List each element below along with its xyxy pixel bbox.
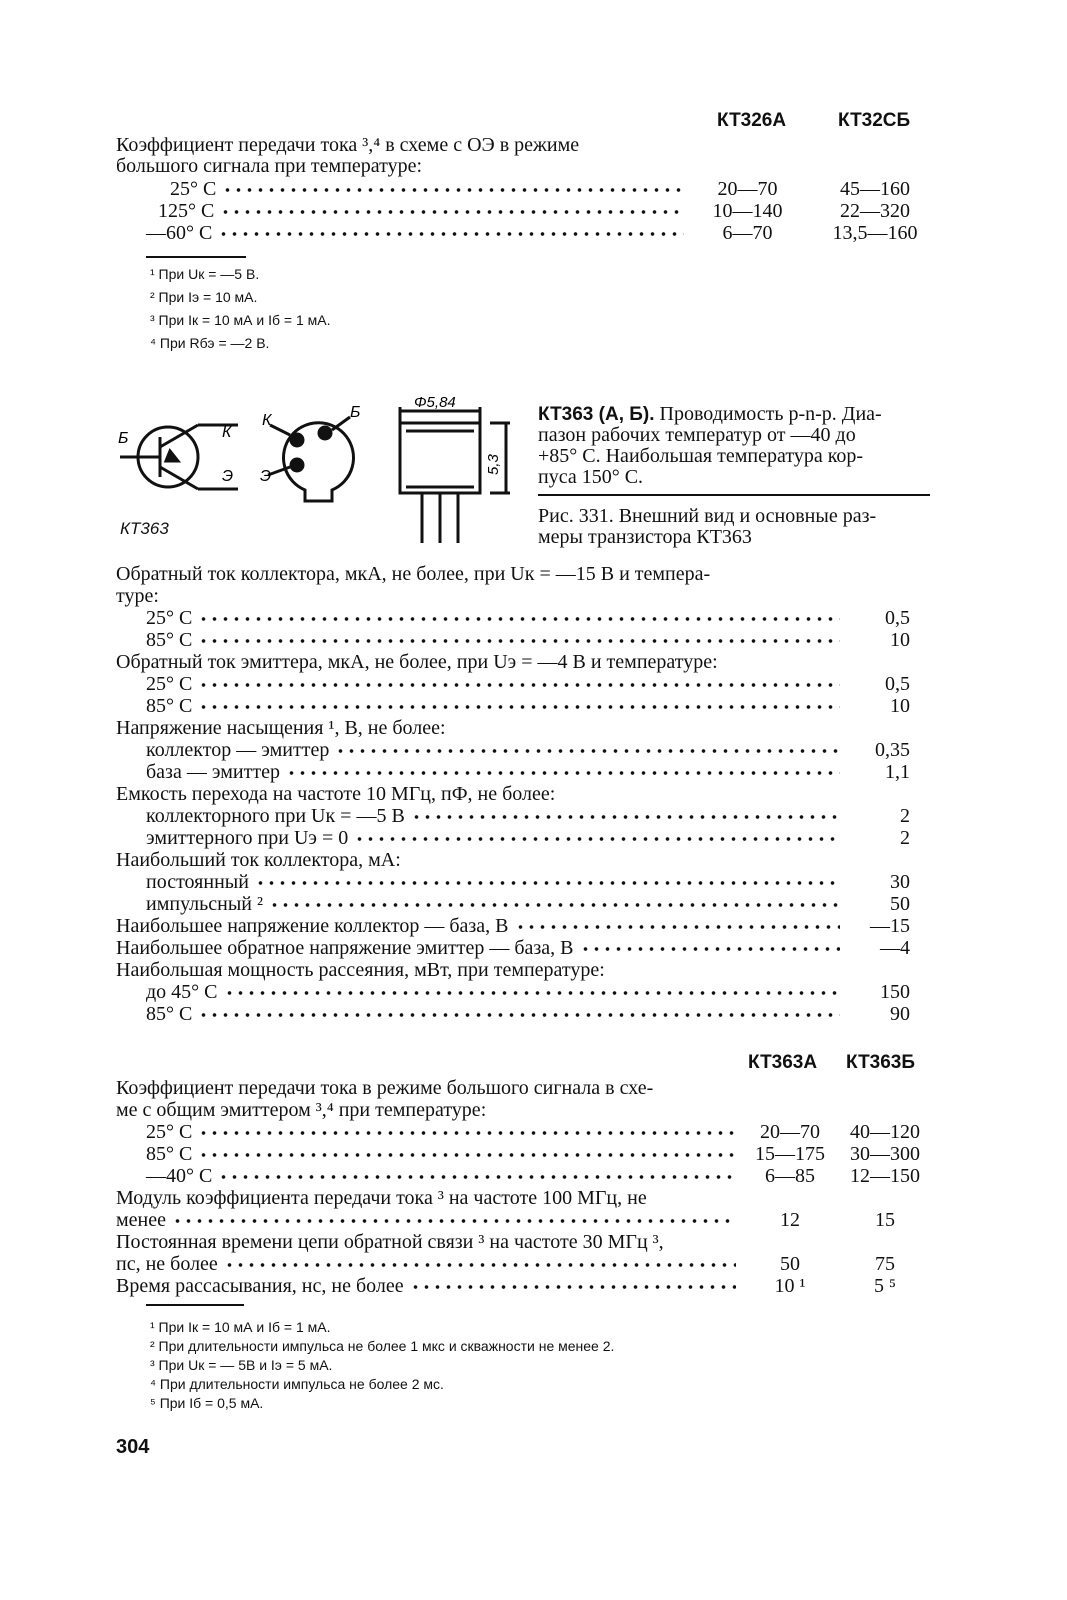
param-label: Наибольший ток коллектора, мА: — [116, 849, 401, 871]
bottom-row-label: менее — [116, 1209, 166, 1231]
bottom-value-a: 12 — [780, 1209, 800, 1231]
param-label: Обратный ток коллектора, мкА, не более, при Uк = —15 В и темпера- — [116, 563, 711, 585]
param-value: —15 — [870, 915, 910, 937]
figure-model-label: КТ363 — [120, 519, 169, 538]
bottom-footnote-1: ¹ При Iк = 10 мА и Iб = 1 мА. — [150, 1319, 331, 1335]
bottom-row-label: 85° С — [146, 1143, 193, 1165]
top-footnote-3: ³ При Iк = 10 мА и Iб = 1 мА. — [150, 312, 331, 328]
page-number: 304 — [116, 1436, 150, 1458]
bottom-value-b: 12—150 — [850, 1165, 920, 1187]
param-label: эмиттерного при Uэ = 0 — [146, 827, 349, 849]
param-label: импульсный ² — [146, 893, 264, 915]
param-label: туре: — [116, 585, 159, 607]
param-value: 150 — [880, 981, 910, 1003]
figure-caption-text-1: Проводимость p-n-p. Диа- — [659, 403, 882, 425]
bottom-row — [116, 1231, 756, 1253]
param-row — [146, 695, 846, 717]
param-value: —4 — [880, 937, 910, 959]
param-label: 85° С — [146, 629, 193, 651]
top-row-125-b: 22—320 — [840, 200, 910, 222]
param-row — [146, 673, 846, 695]
param-label: Напряжение насыщения ¹, В, не более: — [116, 717, 446, 739]
param-label: постоянный — [146, 871, 249, 893]
param-label: до 45° С — [146, 981, 218, 1003]
fig-caption-line-1: Рис. 331. Внешний вид и основные раз- — [538, 505, 877, 527]
leader-dots — [410, 1278, 736, 1292]
bottom-row-label: 25° С — [146, 1121, 193, 1143]
param-label: 25° С — [146, 673, 193, 695]
param-label: Наибольшая мощность рассеяния, мВт, при температуре: — [116, 959, 605, 981]
symbol-label-k: К — [222, 424, 232, 441]
bottom-row — [116, 1253, 742, 1275]
leader-dots — [224, 1256, 736, 1270]
leader-dots — [224, 984, 840, 998]
param-label: 85° С — [146, 1003, 193, 1025]
column-header-kt326a: КТ326А — [717, 110, 787, 131]
top-intro-line-2: большого сигнала при температуре: — [116, 155, 423, 177]
param-value: 30 — [890, 871, 910, 893]
bottom-row-label: Коэффициент передачи тока в режиме большого сигнала в схе- — [116, 1077, 654, 1099]
top-row-minus60-a: 6—70 — [722, 222, 773, 244]
param-row — [146, 981, 846, 1003]
figure-caption-head: КТ363 (А, Б). — [538, 404, 655, 425]
bottom-footnote-5: ⁵ При Iб = 0,5 мА. — [150, 1395, 264, 1411]
pin-label-b: Б — [350, 404, 361, 421]
param-row — [146, 761, 846, 783]
leader-dots — [198, 1006, 840, 1020]
transistor-figure — [110, 395, 530, 555]
dim-height: 5,3 — [485, 454, 502, 475]
leader-dots — [286, 764, 840, 778]
bottom-footnote-3: ³ При Uк = — 5В и Iэ = 5 мА. — [150, 1357, 333, 1373]
bottom-value-a: 50 — [780, 1253, 800, 1275]
bottom-row — [116, 1077, 756, 1099]
param-row — [116, 585, 876, 607]
bottom-row-label: Время рассасывания, нс, не более — [116, 1275, 404, 1297]
figure-caption-line-2: пазон рабочих температур от —40 до — [538, 424, 856, 446]
transistor-symbol — [120, 425, 238, 489]
param-row — [146, 827, 846, 849]
leader-dots — [354, 830, 840, 844]
top-footnote-rule — [146, 256, 246, 258]
bottom-value-b: 75 — [875, 1253, 895, 1275]
param-row — [146, 871, 846, 893]
leader-dots — [411, 808, 840, 822]
param-label: 25° С — [146, 607, 193, 629]
bottom-footnote-4: ⁴ При длительности импульса не более 2 мс. — [150, 1376, 444, 1392]
bottom-footnote-rule — [146, 1304, 244, 1306]
bottom-value-a: 6—85 — [765, 1165, 815, 1187]
param-label: Наибольшее напряжение коллектор — база, В — [116, 915, 509, 937]
top-row-125: 125° С — [158, 200, 690, 222]
figure-caption-line-3: +85° С. Наибольшая температура кор- — [538, 445, 864, 467]
leader-dots — [198, 632, 840, 646]
top-row-25-a: 20—70 — [717, 178, 778, 200]
top-row-25: 25° С — [170, 178, 690, 200]
param-value: 0,5 — [885, 673, 910, 695]
param-value: 0,35 — [875, 739, 910, 761]
leader-dots — [269, 896, 840, 910]
param-value: 0,5 — [885, 607, 910, 629]
param-label: Емкость перехода на частоте 10 МГц, пФ, не более: — [116, 783, 556, 805]
bottom-row — [116, 1275, 742, 1297]
param-row — [116, 563, 876, 585]
param-value: 2 — [900, 805, 910, 827]
leader-dots — [198, 610, 840, 624]
bottom-value-a: 20—70 — [760, 1121, 820, 1143]
param-row — [116, 915, 846, 937]
param-label: 85° С — [146, 695, 193, 717]
param-row — [116, 959, 876, 981]
bottom-row — [116, 1209, 742, 1231]
column-header-kt363b: КТ363Б — [846, 1052, 916, 1073]
bottom-value-a: 10 ¹ — [774, 1275, 806, 1297]
param-row — [116, 937, 846, 959]
bottom-row-label: Модуль коэффициента передачи тока ³ на частоте 100 МГц, не — [116, 1187, 647, 1209]
column-header-kt326b: КТ32СБ — [838, 110, 911, 131]
top-footnote-2: ² При Iэ = 10 мА. — [150, 289, 258, 305]
leader-dots — [218, 1168, 736, 1182]
param-value: 2 — [900, 827, 910, 849]
leader-dots — [335, 742, 840, 756]
pin-label-k: К — [262, 412, 272, 429]
pinout-view — [268, 417, 354, 501]
bottom-value-b: 30—300 — [850, 1143, 920, 1165]
bottom-row — [116, 1187, 756, 1209]
leader-dots — [255, 874, 840, 888]
top-footnote-1: ¹ При Uк = —5 В. — [150, 266, 260, 282]
leader-dots — [172, 1212, 736, 1226]
dim-diameter: Φ5,84 — [414, 395, 456, 411]
param-row — [116, 849, 876, 871]
bottom-row-label: —40° С — [146, 1165, 213, 1187]
param-label: Обратный ток эмиттера, мкА, не более, при Uэ = —4 В и температуре: — [116, 651, 718, 673]
figure-caption-line-4: пуса 150° С. — [538, 466, 644, 488]
leader-dots — [580, 940, 840, 954]
leader-dots — [198, 1124, 736, 1138]
param-row — [146, 805, 846, 827]
param-value: 50 — [890, 893, 910, 915]
param-label: база — эмиттер — [146, 761, 280, 783]
top-intro-line-1: Коэффициент передачи тока ³,⁴ в схеме с ОЭ в режиме — [116, 134, 580, 156]
bottom-value-b: 40—120 — [850, 1121, 920, 1143]
param-label: коллекторного при Uк = —5 В — [146, 805, 405, 827]
param-label: коллектор — эмиттер — [146, 739, 330, 761]
param-value: 10 — [890, 695, 910, 717]
top-row-minus60: —60° С — [146, 222, 690, 244]
bottom-row — [146, 1143, 742, 1165]
figure-caption-rule — [538, 494, 930, 496]
top-row-25-b: 45—160 — [840, 178, 910, 200]
leader-dots — [515, 918, 841, 932]
fig-caption-line-2: меры транзистора КТ363 — [538, 526, 752, 548]
param-row — [116, 717, 876, 739]
bottom-footnote-2: ² При длительности импульса не более 1 мкс и скважности не менее 2. — [150, 1338, 615, 1354]
param-row — [146, 629, 846, 651]
param-row — [146, 893, 846, 915]
symbol-label-e: Э — [222, 468, 234, 485]
bottom-row-label: Постоянная времени цепи обратной связи ³ на частоте 30 МГц ³, — [116, 1231, 664, 1253]
param-label: Наибольшее обратное напряжение эмиттер — база, В — [116, 937, 574, 959]
param-row — [146, 1003, 846, 1025]
bottom-value-b: 5 ⁵ — [874, 1275, 896, 1297]
leader-dots — [198, 698, 840, 712]
param-value: 90 — [890, 1003, 910, 1025]
top-footnote-4: ⁴ При Rбэ = —2 В. — [150, 335, 270, 351]
top-row-125-a: 10—140 — [712, 200, 783, 222]
param-row — [146, 739, 846, 761]
param-row — [116, 783, 876, 805]
leader-dots — [198, 676, 840, 690]
bottom-value-a: 15—175 — [755, 1143, 825, 1165]
bottom-row — [146, 1165, 742, 1187]
symbol-label-b: Б — [118, 430, 129, 447]
param-row — [146, 607, 846, 629]
column-header-kt363a: КТ363А — [748, 1052, 818, 1073]
bottom-row-label: пс, не более — [116, 1253, 218, 1275]
param-row — [116, 651, 876, 673]
bottom-row — [146, 1121, 742, 1143]
top-row-minus60-b: 13,5—160 — [832, 222, 918, 244]
param-value: 1,1 — [885, 761, 910, 783]
bottom-row-label: ме с общим эмиттером ³,⁴ при температуре: — [116, 1099, 487, 1121]
figure-caption-line-1 — [538, 403, 882, 426]
pin-label-e: Э — [260, 468, 272, 485]
leader-dots — [198, 1146, 736, 1160]
bottom-value-b: 15 — [875, 1209, 895, 1231]
param-value: 10 — [890, 629, 910, 651]
bottom-row — [116, 1099, 756, 1121]
